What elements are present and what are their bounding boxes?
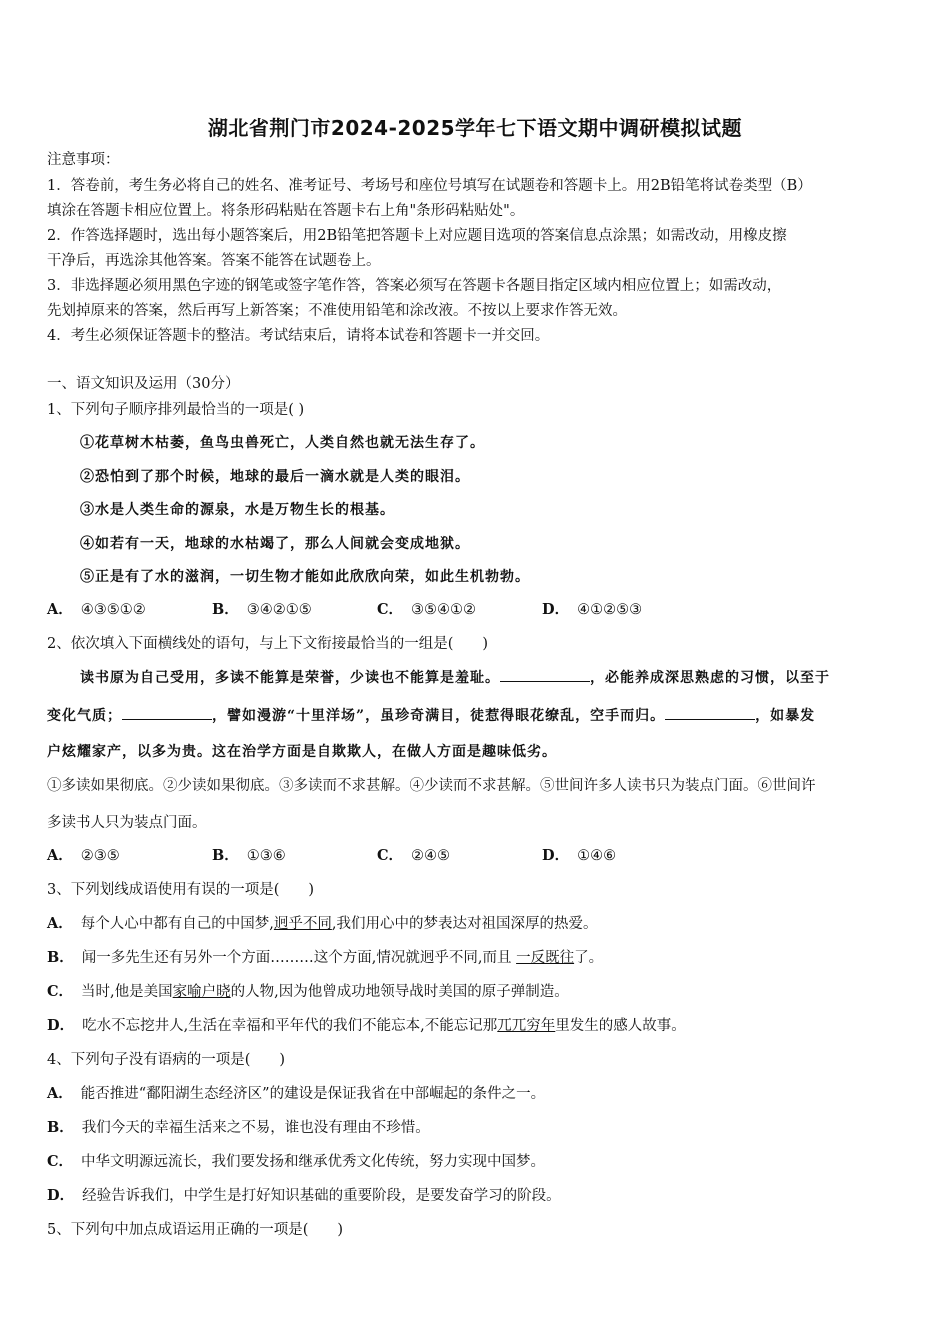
question-4-stem: 4、下列句子没有语病的一项是( ) <box>47 1052 286 1068</box>
q1-sentence: ⑤正是有了水的滋润，一切生物才能如此欣欣向荣，如此生机勃勃。 <box>80 569 530 585</box>
option-text: ④①②⑤③ <box>577 602 643 618</box>
q1-sentence: ④如若有一天，地球的水枯竭了，那么人间就会变成地狱。 <box>80 536 470 552</box>
underlined-idiom: 兀兀穷年 <box>497 1018 556 1034</box>
notice-line: 2．作答选择题时，选出每小题答案后，用2B铅笔把答题卡上对应题目选项的答案信息点涂黑；如需改动，用橡皮擦 <box>47 228 787 244</box>
q4-option-a[interactable] <box>47 1084 545 1104</box>
q2-choices-line: ①多读如果彻底。②少读如果彻底。③多读而不求甚解。④少读而不求甚解。⑤世间许多人读书只为装点门面。⑥世间许 <box>47 778 816 794</box>
q4-option-c[interactable] <box>47 1152 545 1172</box>
section-heading: 一、语文知识及运用（30分） <box>47 376 240 392</box>
question-1-stem: 1、下列句子顺序排列最恰当的一项是( ) <box>47 402 305 418</box>
notice-line: 4．考生必须保证答题卡的整洁。考试结束后，请将本试卷和答题卡一并交回。 <box>47 328 550 344</box>
option-text: 吃水不忘挖井人,生活在幸福和平年代的我们不能忘本,不能忘记那 <box>82 1018 498 1034</box>
option-text: 每个人心中都有自己的中国梦, <box>80 916 274 932</box>
notice-line: 1．答卷前，考生务必将自己的姓名、准考证号、考场号和座位号填写在试题卷和答题卡上。用2B铅笔将试卷类型（B） <box>47 178 812 194</box>
underlined-idiom: 一反既往 <box>516 950 575 966</box>
option-text: 闻一多先生还有另外一个方面………这个方面,情况就迥乎不同,而且 <box>81 950 517 966</box>
option-text: 里发生的感人故事。 <box>555 1018 686 1034</box>
q2-option-c[interactable] <box>377 846 450 866</box>
q2-choices-line: 多读书人只为装点门面。 <box>47 815 207 831</box>
notice-line: 填涂在答题卡相应位置上。将条形码粘贴在答题卡右上角"条形码粘贴处"。 <box>47 203 525 219</box>
q1-option-d[interactable] <box>542 600 642 620</box>
passage-text: 变化气质； <box>47 708 122 724</box>
q1-sentence: ①花草树木枯萎，鱼鸟虫兽死亡，人类自然也就无法生存了。 <box>80 435 485 451</box>
q4-option-d[interactable] <box>47 1186 561 1206</box>
q2-option-d[interactable] <box>542 846 616 866</box>
q3-option-a[interactable] <box>47 914 597 934</box>
option-label: D． <box>542 601 570 618</box>
option-label: D． <box>542 847 570 864</box>
q2-passage-line <box>80 667 830 688</box>
q1-option-b[interactable] <box>212 600 312 620</box>
option-text: ②③⑤ <box>80 848 120 864</box>
q1-sentence: ②恐怕到了那个时候，地球的最后一滴水就是人类的眼泪。 <box>80 469 470 485</box>
option-label: A． <box>47 1085 73 1102</box>
notice-line: 干净后，再选涂其他答案。答案不能答在试题卷上。 <box>47 253 381 269</box>
underlined-idiom: 家喻户晓 <box>172 984 231 1000</box>
option-text: ①③⑥ <box>246 848 286 864</box>
option-label: B． <box>47 1119 74 1136</box>
option-label: C． <box>377 847 404 864</box>
fill-blank[interactable] <box>500 667 590 682</box>
q1-option-c[interactable] <box>377 600 476 620</box>
page-title: 湖北省荆门市2024-2025学年七下语文期中调研模拟试题 <box>207 116 743 140</box>
passage-text: ，必能养成深思熟虑的习惯，以至于 <box>590 670 830 686</box>
option-text: ②④⑤ <box>411 848 451 864</box>
notice-line: 先划掉原来的答案，然后再写上新答案；不准使用铅笔和涂改液。不按以上要求作答无效。 <box>47 303 627 319</box>
option-text: 了。 <box>574 950 604 966</box>
option-label: C． <box>47 1153 74 1170</box>
option-label: B． <box>47 949 74 966</box>
q2-passage-line: 户炫耀家产，以多为贵。这在治学方面是自欺欺人，在做人方面是趣味低劣。 <box>47 744 557 760</box>
option-label: C． <box>47 983 74 1000</box>
option-text: ,我们用心中的梦表达对祖国深厚的热爱。 <box>331 916 598 932</box>
fill-blank[interactable] <box>665 705 755 720</box>
option-text: 能否推进“鄱阳湖生态经济区”的建设是保证我省在中部崛起的条件之一。 <box>80 1086 546 1102</box>
option-label: B． <box>212 847 239 864</box>
option-text: 经验告诉我们，中学生是打好知识基础的重要阶段，是要发奋学习的阶段。 <box>82 1188 561 1204</box>
q1-option-a[interactable] <box>47 600 146 620</box>
option-text: ③⑤④①② <box>411 602 477 618</box>
underlined-idiom: 迥乎不同 <box>273 916 332 932</box>
q2-passage-line <box>47 705 815 726</box>
option-text: ①④⑥ <box>577 848 617 864</box>
q3-option-d[interactable] <box>47 1016 686 1036</box>
q2-option-a[interactable] <box>47 846 120 866</box>
notice-line: 3．非选择题必须用黑色字迹的钢笔或签字笔作答，答案必须写在答题卡各题目指定区域内相应位置上；如需改动， <box>47 278 782 294</box>
option-text: ③④②①⑤ <box>246 602 312 618</box>
option-text: 的人物,因为他曾成功地领导战时美国的原子弹制造。 <box>230 984 569 1000</box>
option-label: B． <box>212 601 239 618</box>
q1-sentence: ③水是人类生命的源泉，水是万物生长的根基。 <box>80 502 395 518</box>
option-text: 当时,他是美国 <box>81 984 173 1000</box>
option-label: C． <box>377 601 404 618</box>
q2-option-b[interactable] <box>212 846 286 866</box>
passage-text: ，譬如漫游“十里洋场”，虽珍奇满目，徒惹得眼花缭乱，空手而归。 <box>212 708 666 724</box>
q4-option-b[interactable] <box>47 1118 430 1138</box>
q3-option-c[interactable] <box>47 982 569 1002</box>
question-5-stem: 5、下列句中加点成语运用正确的一项是( ) <box>47 1222 344 1238</box>
option-label: A． <box>47 847 73 864</box>
fill-blank[interactable] <box>122 705 212 720</box>
option-text: ④③⑤①② <box>80 602 146 618</box>
q3-option-b[interactable] <box>47 948 603 968</box>
question-2-stem: 2、依次填入下面横线处的语句，与上下文衔接最恰当的一组是( ) <box>47 636 489 652</box>
passage-text: 读书原为自己受用，多读不能算是荣誉，少读也不能算是羞耻。 <box>80 670 500 686</box>
option-label: A． <box>47 601 73 618</box>
option-label: A． <box>47 915 73 932</box>
question-3-stem: 3、下列划线成语使用有误的一项是( ) <box>47 882 315 898</box>
option-text: 我们今天的幸福生活来之不易，谁也没有理由不珍惜。 <box>81 1120 430 1136</box>
option-label: D． <box>47 1017 75 1034</box>
option-label: D． <box>47 1187 75 1204</box>
passage-text: ，如暴发 <box>755 708 816 724</box>
notice-heading: 注意事项： <box>47 152 120 168</box>
option-text: 中华文明源远流长，我们要发扬和继承优秀文化传统，努力实现中国梦。 <box>81 1154 546 1170</box>
